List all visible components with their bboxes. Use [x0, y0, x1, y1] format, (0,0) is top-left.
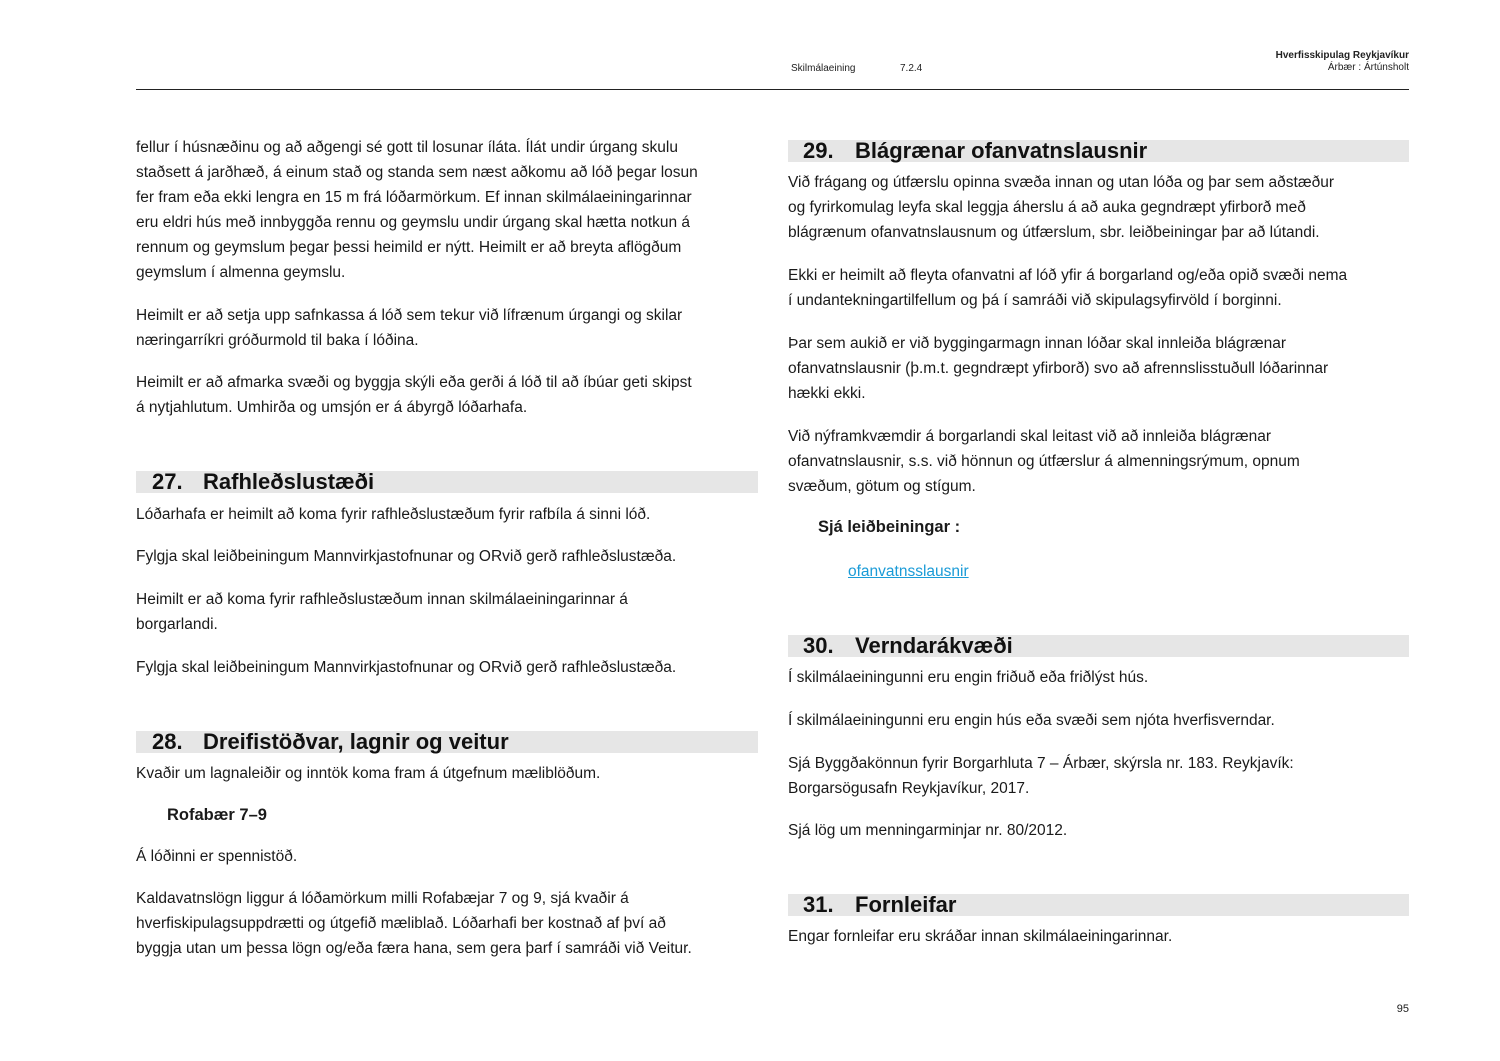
text-line: Engar fornleifar eru skráðar innan skilmálaeiningarinnar. — [788, 928, 1173, 945]
paragraph — [136, 761, 600, 786]
text-line: Í skilmálaeiningunni eru engin hús eða svæði sem njóta hverfisverndar. — [788, 712, 1275, 729]
paragraph — [788, 263, 1347, 313]
text-line: hverfiskipulagsuppdrætti og útgefið mæliblað. Lóðarhafi ber kostnað af því að — [136, 915, 666, 932]
text-line: rennum og geymslum þegar þessi heimild er nýtt. Heimilt er að breyta aflögðum — [136, 239, 682, 256]
text-line: og fyrirkomulag leyfa skal leggja áherslu á að auka gegndræpt yfirborð með — [788, 199, 1306, 216]
section-number: 29. — [803, 138, 834, 163]
text-line: á nytjahlutum. Umhirða og umsjón er á ábyrgð lóðarhafa. — [136, 399, 528, 416]
text-line: staðsett á jarðhæð, á einum stað og standa sem næst aðkomu að lóð þegar losun — [136, 164, 698, 181]
text-line: fer fram eða ekki lengra en 15 m frá lóðarmörkum. Ef innan skilmálaeiningarinnar — [136, 189, 692, 206]
text-line: borgarlandi. — [136, 616, 218, 633]
section-number: 30. — [803, 633, 834, 658]
text-line: hækki ekki. — [788, 385, 866, 402]
text-line: Við frágang og útfærslu opinna svæða innan og utan lóða og þar sem aðstæður — [788, 174, 1335, 191]
text-line: eru eldri hús með innbyggða rennu og geymslu undir úrgang skal hætta notkun á — [136, 214, 691, 231]
text-line: næringarríkri gróðurmold til baka í lóðina. — [136, 332, 419, 349]
section-label: Skilmálaeining — [791, 63, 856, 74]
section-title: Fornleifar — [855, 892, 957, 917]
text-line: Fylgja skal leiðbeiningum Mannvirkjastofnunar og ORvið gerð rafhleðslustæða. — [136, 548, 677, 565]
text-line: Í skilmálaeiningunni eru engin friðuð eða friðlýst hús. — [788, 669, 1149, 686]
text-line: Fylgja skal leiðbeiningum Mannvirkjastofnunar og ORvið gerð rafhleðslustæða. — [136, 659, 677, 676]
paragraph — [136, 303, 682, 353]
text-line: geymslum í almenna geymslu. — [136, 264, 346, 281]
subheading: Sjá leiðbeiningar : — [818, 518, 961, 536]
text-line: Þar sem aukið er við byggingarmagn innan lóðar skal innleiða blágrænar — [788, 335, 1287, 352]
paragraph — [788, 751, 1294, 801]
text-line: svæðum, götum og stígum. — [788, 478, 976, 495]
section-number: 31. — [803, 892, 834, 917]
page-number: 95 — [1396, 1003, 1409, 1015]
paragraph — [788, 424, 1300, 499]
text-line: byggja utan um þessa lögn og/eða færa hana, sem gera þarf í samráði við Veitur. — [136, 940, 692, 957]
paragraph — [788, 708, 1275, 733]
section-title: Dreifistöðvar, lagnir og veitur — [203, 729, 509, 754]
section-title: Verndarákvæði — [855, 633, 1013, 658]
section-heading-30 — [788, 635, 1409, 657]
text-line: Ekki er heimilt að fleyta ofanvatni af lóð yfir á borgarland og/eða opið svæði nema — [788, 267, 1348, 284]
text-line: Við nýframkvæmdir á borgarlandi skal leitast við að innleiða blágrænar — [788, 428, 1272, 445]
text-line: Sjá Byggðakönnun fyrir Borgarhluta 7 – Árbær, skýrsla nr. 183. Reykjavík: — [788, 755, 1294, 772]
section-heading-28 — [136, 731, 758, 753]
section-title: Blágrænar ofanvatnslausnir — [855, 138, 1148, 163]
paragraph — [788, 818, 1067, 843]
section-heading-31 — [788, 894, 1409, 916]
text-line: Heimilt er að koma fyrir rafhleðslustæðum innan skilmálaeiningarinnar á — [136, 591, 628, 608]
text-line: blágrænum ofanvatnslausnum og útfærslum, sbr. leiðbeiningar þar að lútandi. — [788, 224, 1320, 241]
text-line: Borgarsögusafn Reykjavíkur, 2017. — [788, 780, 1030, 797]
paragraph — [788, 665, 1148, 690]
section-number: 27. — [152, 469, 183, 494]
subheading: Rofabær 7–9 — [167, 806, 267, 824]
paragraph — [136, 544, 676, 569]
paragraph — [788, 170, 1334, 245]
text-line: Á lóðinni er spennistöð. — [136, 848, 298, 865]
paragraph — [136, 135, 698, 285]
text-line: Heimilt er að afmarka svæði og byggja skýli eða gerði á lóð til að íbúar geti skipst — [136, 374, 692, 391]
paragraph — [136, 844, 297, 869]
paragraph — [136, 502, 650, 527]
section-title: Rafhleðslustæði — [203, 469, 375, 494]
text-line: Kaldavatnslögn liggur á lóðamörkum milli Rofabæjar 7 og 9, sjá kvaðir á — [136, 890, 629, 907]
guidelines-link[interactable]: ofanvatnsslausnir — [848, 563, 969, 580]
text-line: Heimilt er að setja upp safnkassa á lóð sem tekur við lífrænum úrgangi og skilar — [136, 307, 683, 324]
paragraph — [136, 655, 676, 680]
paragraph — [136, 587, 628, 637]
section-heading-29 — [788, 140, 1409, 162]
document-subtitle: Árbær : Ártúnsholt — [1327, 62, 1409, 73]
paragraph — [788, 331, 1328, 406]
text-line: fellur í húsnæðinu og að aðgengi sé gott til losunar íláta. Ílát undir úrgang skulu — [136, 139, 678, 156]
section-number: 7.2.4 — [900, 63, 923, 74]
document-title: Hverfisskipulag Reykjavíkur — [1275, 50, 1409, 61]
text-line: ofanvatnslausnir, s.s. við hönnun og útfærslur á almenningsrýmum, opnum — [788, 453, 1300, 470]
section-heading-27 — [136, 471, 758, 493]
text-line: Sjá lög um menningarminjar nr. 80/2012. — [788, 822, 1068, 839]
text-line: Lóðarhafa er heimilt að koma fyrir rafhleðslustæðum fyrir rafbíla á sinni lóð. — [136, 506, 651, 523]
section-number: 28. — [152, 729, 183, 754]
paragraph — [788, 924, 1172, 949]
text-line: Kvaðir um lagnaleiðir og inntök koma fram á útgefnum mæliblöðum. — [136, 765, 601, 782]
paragraph — [136, 370, 692, 420]
text-line: í undantekningartilfellum og þá í samráði við skipulagsyfirvöld í borginni. — [788, 292, 1282, 309]
header-divider — [136, 89, 1409, 90]
text-line: ofanvatnslausnir (þ.m.t. gegndræpt yfirborð) svo að afrennslisstuðull lóðarinnar — [788, 360, 1329, 377]
paragraph — [136, 886, 692, 961]
